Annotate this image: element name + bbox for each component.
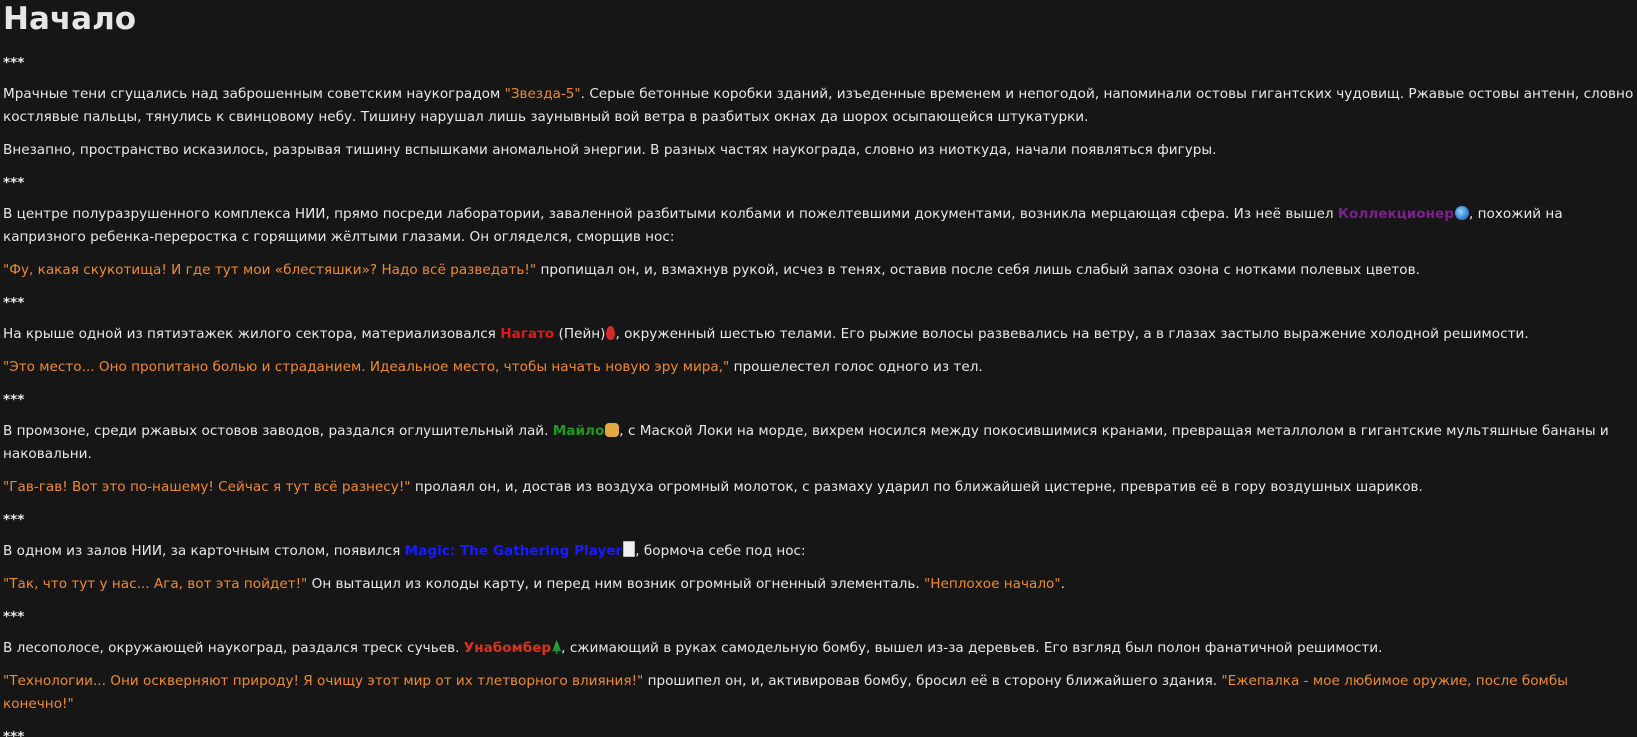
place-name: "Звезда-5"	[504, 86, 581, 102]
text: , с Маской Локи на морде, вихрем носился между покосившимися кранами, превращая металлолом в гигантские мультяшные бананы и наковальни.	[3, 423, 1609, 462]
paragraph-nagato	[3, 323, 1636, 346]
separator: ***	[3, 392, 25, 408]
paragraph-collector	[3, 203, 1636, 249]
text: пропищал он, и, взмахнув рукой, исчез в тенях, оставив после себя лишь слабый запах озона с нотками полевых цветов.	[536, 262, 1420, 278]
text: , сжимающий в руках самодельную бомбу, вышел из-за деревьев. Его взгляд был полон фанатичной решимости.	[561, 640, 1383, 656]
text: , окруженный шестью телами. Его рыжие волосы развевались на ветру, а в глазах застыло выражение холодной решимости.	[615, 326, 1529, 342]
text: В лесополосе, окружающей наукоград, раздался треск сучьев.	[3, 640, 464, 656]
dog-icon	[605, 423, 619, 437]
separator: ***	[3, 295, 25, 311]
paragraph-unabomber	[3, 637, 1636, 660]
text: В центре полуразрушенного комплекса НИИ, прямо посреди лаборатории, заваленной разбитыми колбами и пожелтевшими документами, возникла мерцающая сфера. Из неё вышел	[3, 206, 1338, 222]
text: . Серые бетонные коробки зданий, изъеденные временем и непогодой, напоминали остовы гигантских чудовищ. Ржавые остовы антенн, словно костлявые пальцы, тянулись к свинцовому небу. Тишину нарушал лишь заунывный вой ветра в разбитых окнах да шорох осыпающейся штукатурки.	[3, 86, 1634, 125]
separator: ***	[3, 609, 25, 625]
text: прошелестел голос одного из тел.	[729, 359, 983, 375]
separator: ***	[3, 175, 25, 191]
text: .	[1060, 576, 1065, 592]
paragraph-collector-quote	[3, 259, 1636, 282]
character-collector: Коллекционер	[1337, 206, 1454, 222]
paragraph-magic	[3, 540, 1636, 563]
text: На крыше одной из пятиэтажек жилого сектора, материализовался	[3, 326, 501, 342]
text: Он вытащил из колоды карту, и перед ним возник огромный огненный элементаль.	[307, 576, 924, 592]
page-title: Начало	[3, 1, 137, 37]
quote: "Гав-гав! Вот это по-нашему! Сейчас я тут всё разнесу!"	[3, 479, 411, 495]
paragraph-milo	[3, 420, 1636, 466]
paragraph-milo-quote	[3, 476, 1636, 499]
text: (Пейн)	[554, 326, 606, 342]
separator: ***	[3, 729, 25, 737]
paragraph-intro-2: Внезапно, пространство исказилось, разрывая тишину вспышками аномальной энергии. В разных частях наукограда, словно из ниоткуда, начали появляться фигуры.	[3, 142, 1217, 158]
text: , бормоча себе под нос:	[635, 543, 806, 559]
text: В промзоне, среди ржавых остовов заводов, раздался оглушительный лай.	[3, 423, 553, 439]
quote: "Ежепалка - мое любимое оружие, после бомбы конечно!"	[3, 673, 1568, 712]
separator: ***	[3, 55, 25, 71]
tree-icon	[552, 640, 561, 654]
paragraph-unabomber-quote	[3, 670, 1636, 716]
text: , похожий на капризного ребенка-переростка с горящими жёлтыми глазами. Он огляделся, сморщив нос:	[3, 206, 1563, 245]
separator: ***	[3, 512, 25, 528]
paragraph-nagato-quote	[3, 356, 1636, 379]
playing-card-icon	[623, 541, 635, 557]
text: Мрачные тени сгущались над заброшенным советским наукоградом	[3, 86, 505, 102]
quote: "Так, что тут у нас... Ага, вот эта пойдет!"	[3, 576, 308, 592]
character-magic-player: Magic: The Gathering Player	[404, 543, 623, 559]
character-nagato: Нагато	[500, 326, 555, 342]
quote: "Фу, какая скукотища! И где тут мои «блестяшки»? Надо всё разведать!"	[3, 262, 537, 278]
crystal-ball-icon	[1455, 206, 1469, 220]
paragraph-intro-1	[3, 83, 1636, 129]
character-unabomber: Унабомбер	[463, 640, 552, 656]
quote: "Это место... Оно пропитано болью и страданием. Идеальное место, чтобы начать новую эру мира,"	[3, 359, 730, 375]
text: пролаял он, и, достав из воздуха огромный молоток, с размаху ударил по ближайшей цистерне, превратив её в гору воздушных шариков.	[410, 479, 1423, 495]
character-milo: Майло	[552, 423, 605, 439]
quote: "Технологии... Они оскверняют природу! Я очищу этот мир от их тлетворного влияния!"	[3, 673, 644, 689]
quote: "Неплохое начало"	[923, 576, 1061, 592]
paragraph-magic-quote	[3, 573, 1636, 596]
text: В одном из залов НИИ, за карточным столом, появился	[3, 543, 405, 559]
text: прошипел он, и, активировав бомбу, бросил её в сторону ближайшего здания.	[643, 673, 1222, 689]
